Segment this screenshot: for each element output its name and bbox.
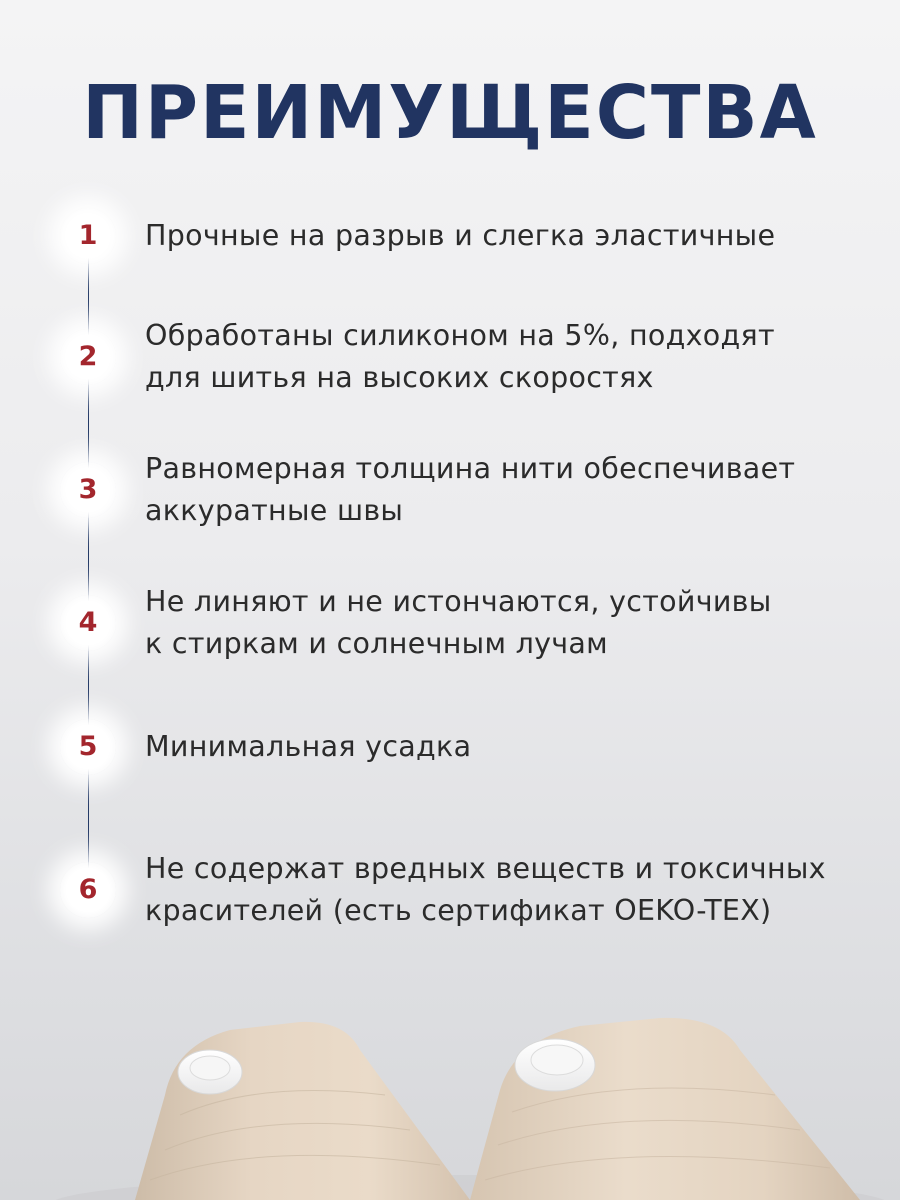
advantage-text (145, 315, 865, 399)
advantage-text-line: Прочные на разрыв и слегка эластичные (145, 219, 776, 252)
advantage-text-line: Не содержат вредных веществ и токсичных (145, 852, 826, 885)
advantage-text-line: к стиркам и солнечным лучам (145, 627, 608, 660)
advantage-text-line: Минимальная усадка (145, 730, 472, 763)
advantage-text-line: Обработаны силиконом на 5%, подходят (145, 319, 775, 352)
advantage-text-line: Не линяют и не истончаются, устойчивы (145, 585, 772, 618)
number-badge: 5 (60, 719, 116, 775)
advantage-text-line: Равномерная толщина нити обеспечивает (145, 452, 796, 485)
number-badge: 4 (60, 595, 116, 651)
advantage-text (145, 448, 865, 532)
advantage-text-line: для шитья на высоких скоростях (145, 361, 654, 394)
advantage-text (145, 581, 865, 665)
spool-left (135, 1022, 470, 1200)
advantage-text-line: красителей (есть сертификат OEKO-TEX) (145, 894, 772, 927)
number-badge: 3 (60, 462, 116, 518)
thread-spools-image (0, 990, 900, 1200)
page-title: ПРЕИМУЩЕСТВА (82, 70, 818, 156)
number-badge: 2 (60, 329, 116, 385)
number-badge: 1 (60, 208, 116, 264)
number-badge: 6 (60, 862, 116, 918)
spool-right (470, 1018, 860, 1200)
advantage-text (145, 726, 865, 768)
advantage-text-line: аккуратные швы (145, 494, 404, 527)
advantage-text (145, 215, 865, 257)
advantage-text (145, 848, 865, 932)
